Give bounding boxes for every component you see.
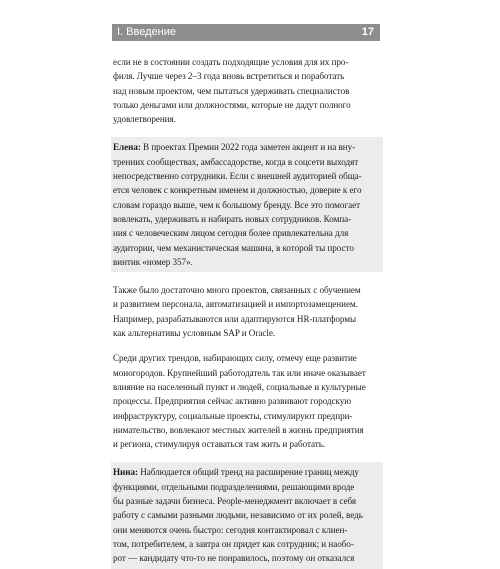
- text-line: аудитории, чем механистическая машина, в которой ты просто: [113, 242, 354, 253]
- page-body: [113, 55, 381, 569]
- text-line: и региона, стимулируя оставаться там жить и работать.: [113, 439, 326, 450]
- text-line: влияние на населенный пункт и людей, социальные и культурные: [113, 381, 366, 392]
- text-line: удовлетворения.: [113, 114, 176, 125]
- text-line: моногородов. Крупнейший работодатель так или иначе оказывает: [113, 367, 366, 378]
- text-line: филя. Лучше через 2–3 года вновь встретиться и поработать: [113, 71, 345, 82]
- page-number: 17: [361, 26, 374, 38]
- text-line: и развитием персонала, автоматизацией и импортозамещением.: [113, 299, 358, 310]
- text-line: рот — кандидату что-то не понравилось, поэтому он отказался: [113, 553, 355, 564]
- paragraph: [113, 351, 381, 451]
- text-line: [113, 465, 383, 479]
- text-line: они меняются очень быстро: сегодня контактировал с клиен-: [113, 524, 348, 535]
- text-line: Среди других трендов, набирающих силу, отмечу еще развитие: [113, 353, 357, 364]
- paragraph: [113, 55, 381, 126]
- text-line: Например, разрабатываются или адаптируются HR-платформы: [113, 313, 357, 324]
- text-line: бы разные задачи бизнеса. People-менеджмент включает в себя: [113, 496, 357, 507]
- text-line: ния с человеческим лицом сегодня более привлекательна для: [113, 228, 349, 239]
- speaker-label: Нина:: [113, 467, 138, 478]
- text-line: процессы. Предприятия сейчас активно развивают городскую: [113, 396, 352, 407]
- text-span: В проектах Премии 2022 года заметен акцент и на вну-: [140, 142, 356, 153]
- text-line: инфраструктуру, социальные проекты, стимулируют предпри-: [113, 410, 353, 421]
- text-line: том, потребителем, а завтра он придет как сотрудник; и наобо-: [113, 538, 354, 549]
- quote-paragraph-nina: [111, 462, 383, 568]
- text-line: работу с самыми разными людьми, независимо от их ролей, ведь: [113, 510, 363, 521]
- text-line: словам гораздо выше, чем к большому бренду. Все это помогает: [113, 199, 361, 210]
- text-line: над новым проектом, чем пытаться удерживать специалистов: [113, 85, 350, 96]
- running-header: [112, 24, 380, 41]
- text-line: если не в состоянии создать подходящие условия для их про-: [113, 57, 349, 67]
- quote-paragraph-elena: [111, 137, 383, 272]
- text-line: только деньгами или должностями, которые не дадут полного: [113, 99, 351, 110]
- text-line: непосредственно сотрудники. Если с внешней аудиторией обща-: [113, 171, 362, 182]
- text-line: функциями, отдельными подразделениями, решающими вроде: [113, 481, 355, 492]
- speaker-label: Елена:: [113, 142, 141, 153]
- text-line: вовлекать, удерживать и набирать новых сотрудников. Компа-: [113, 213, 352, 224]
- text-line: нимательство, вовлекают местных жителей в жизнь предприятия: [113, 424, 364, 435]
- text-line: ется человек с конкретным именем и должностью, доверие к его: [113, 185, 362, 196]
- text-line: тренних сообществах, амбассадорстве, когда в соцсети выходят: [113, 156, 359, 167]
- text-line: [113, 140, 383, 154]
- text-line: как альтернативы условным SAP и Oracle.: [113, 328, 276, 339]
- chapter-title: I. Введение: [117, 26, 176, 38]
- text-line: Также было достаточно много проектов, связанных с обучением: [113, 285, 361, 296]
- text-line: винтик «номер 357».: [113, 256, 193, 267]
- text-span: Наблюдается общий тренд на расширение границ между: [137, 467, 359, 478]
- paragraph: [113, 283, 381, 340]
